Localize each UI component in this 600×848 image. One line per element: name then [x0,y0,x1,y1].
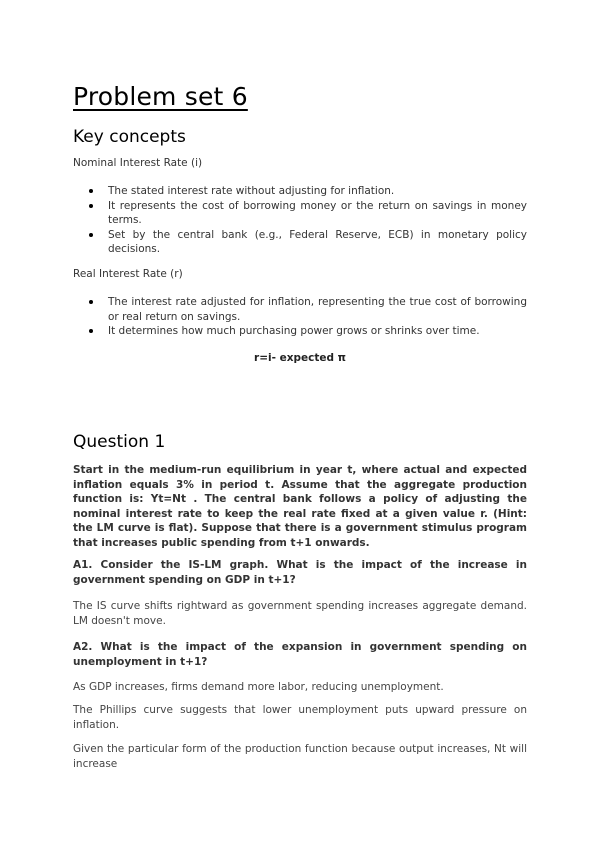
bullet-item: It determines how much purchasing power grows or shrinks over time. [73,324,527,339]
page-title: Problem set 6 [73,82,248,111]
bullet-icon [89,189,93,193]
bullet-item: Set by the central bank (e.g., Federal Reserve, ECB) in monetary policy decisions. [73,228,527,257]
answer-a1: The IS curve shifts rightward as government spending increases aggregate demand. LM doesn't move. [73,600,527,627]
question-a2: A2. What is the impact of the expansion in government spending on unemployment in t+1? [73,641,527,668]
bullet-icon [89,233,93,237]
answer-a2-1: As GDP increases, firms demand more labor, reducing unemployment. [73,681,444,693]
bullet-item: It represents the cost of borrowing money or the return on savings in money terms. [73,199,527,228]
key-concepts-heading: Key concepts [73,127,186,147]
bullet-icon [89,204,93,208]
nominal-rate-bullets [73,184,527,257]
bullet-icon [89,300,93,304]
question-1-heading: Question 1 [73,432,166,452]
answer-a2-2: The Phillips curve suggests that lower unemployment puts upward pressure on inflation. [73,704,527,731]
bullet-item: The interest rate adjusted for inflation, representing the true cost of borrowing or real return on savings. [73,295,527,324]
real-rate-label: Real Interest Rate (r) [73,268,183,280]
question-a1: A1. Consider the IS-LM graph. What is the impact of the increase in government spending on GDP in t+1? [73,559,527,586]
nominal-rate-label: Nominal Interest Rate (i) [73,157,203,169]
bullet-item: The stated interest rate without adjusting for inflation. [73,184,527,199]
real-rate-formula: r=i- expected π [254,352,346,364]
question-1-prompt: Start in the medium-run equilibrium in year t, where actual and expected inflation equals 3% in period t. Assume that the aggregate production function is: Yt=Nt . The central bank follows a policy of adjusting the nominal interest rate to keep the real rate fixed at a given value r. (Hint: the LM curve is flat). Suppose that there is a government stimulus program that increases public spending from t+1 onwards. [73,464,527,549]
real-rate-bullets [73,295,527,339]
bullet-icon [89,329,93,333]
answer-a2-3: Given the particular form of the production function because output increases, Nt will increase [73,743,527,770]
